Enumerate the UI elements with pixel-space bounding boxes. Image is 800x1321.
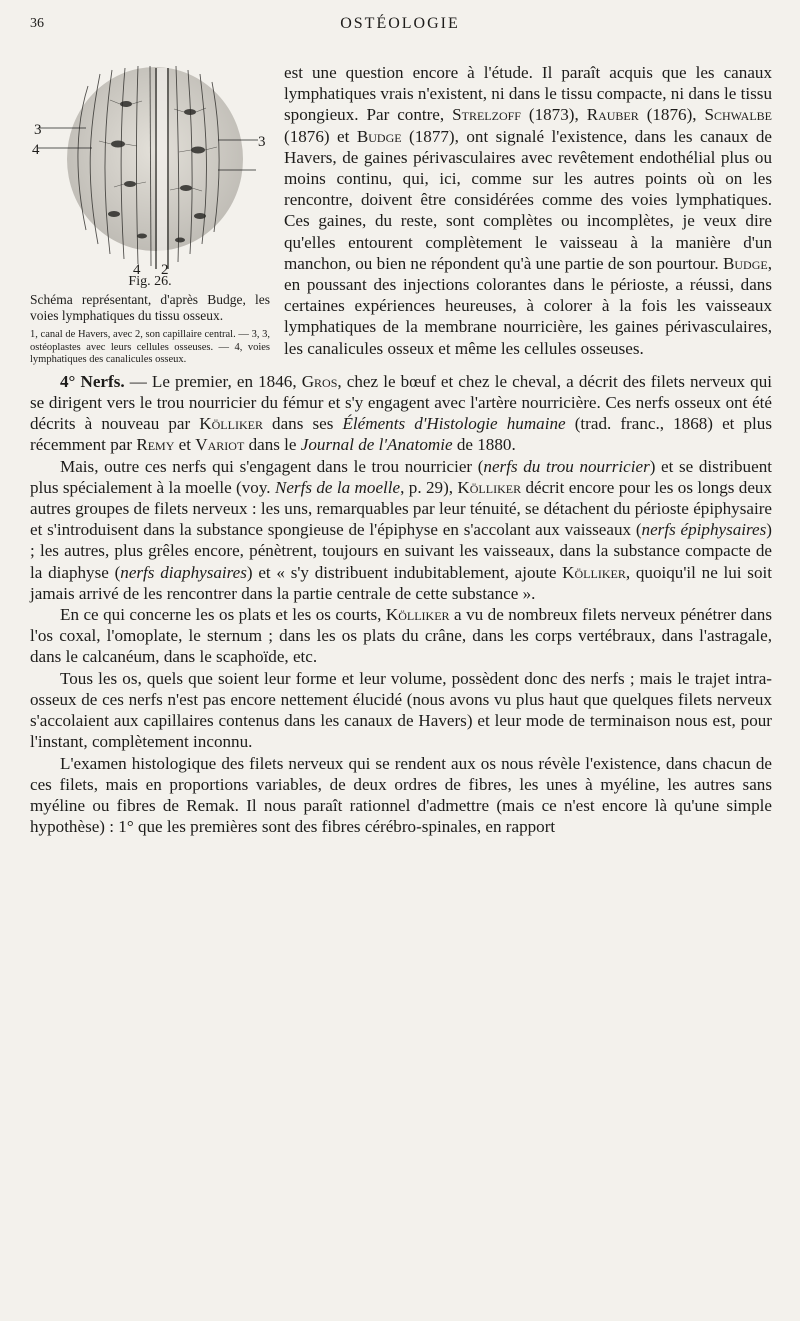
figure-caption: Schéma représentant, d'après Budge, les voies lymphatiques du tissu osseux. <box>30 292 270 323</box>
callout-3-right: 3 <box>258 134 266 150</box>
callout-3-left: 3 <box>34 122 42 138</box>
haversian-canal <box>157 68 167 268</box>
figure-legend: 1, canal de Havers, avec 2, son capillaire central. — 3, 3, ostéoplastes avec leurs cellules osseuses. — 4, voies lymphatiques des canalicules osseux. <box>30 329 270 365</box>
callout-4-left: 4 <box>32 142 40 158</box>
paragraph-flat-bones: En ce qui concerne les os plats et les os courts, Kölliker a vu de nombreux filets nerveux pénétrer dans l'os coxal, l'omoplate, le sternum ; dans les os plats du crâne, dans les corps vertébraux, dans l'astragale, dans le calcanéum, dans le scaphoïde, etc. <box>30 605 772 667</box>
figure-label: Fig. 26. <box>128 274 172 289</box>
paragraph-all-bones: Tous les os, quels que soient leur forme et leur volume, possèdent donc des nerfs ; mais le trajet intra-osseux de ces nerfs n'est pas encore nettement élucidé (nous avons vu plus haut que quelques filets nerveux s'accolaient aux capillaires contenus dans les canaux de Havers) et leur mode de terminaison nous est, pour l'instant, complètement inconnu. <box>30 668 772 752</box>
callout-2-bottom: 2 <box>161 262 169 276</box>
figure-26 <box>30 64 270 367</box>
paragraph-nerve-groups: Mais, outre ces nerfs qui s'engagent dans le trou nourricier (nerfs du trou nourricier) et se distribuent plus spécialement à la moelle (voy. Nerfs de la moelle, p. 29), Kölliker décrit encore pour les os longs deux autres groupes de filets nerveux : les uns, remarquables par leur ténuité, se détachent du périoste épiphysaire et s'introduisent dans la substance spongieuse de l'épiphyse en s'accolant aux vaisseaux (nerfs épiphysaires) ; les autres, plus grêles encore, pénètrent, toujours en suivant les vaisseaux, dans la substance compacte de la diaphyse (nerfs diaphysaires) et « s'y distribuent indubitablement, ajoute Kölliker, quoiqu'il ne lui soit jamais arrivé de les rencontrer dans la partie centrale de cette substance ». <box>30 456 772 603</box>
paragraph-lymphatics: est une question encore à l'étude. Il paraît acquis que les canaux lymphatiques vrais n'existent, ni dans le tissu compacte, ni dans le tissu spongieux. Par contre, Strelzoff (1873), Rauber (1876), Schwalbe (1876) et Budge (1877), ont signalé l'existence, dans les canaux de Havers, de gaines périvasculaires avec revêtement endothélial plus ou moins continu, qui, ici, comme sur les autres points où on les rencontre, doivent être considérées comme des voies lymphatiques. Ces gaines, du reste, sont complètes ou incomplètes, je veux dire qu'elles entourent complètement le vaisseau à la manière d'un manchon, ou bien ne répondent qu'à une partie de son pourtour. Budge, en poussant des injections colorantes dans le périoste, a réussi, dans certaines expériences heureuses, à colorer à la fois les vaisseaux lymphatiques de la membrane nourricière, les gaines périvasculaires, les canalicules osseux et même les cellules osseuses. <box>284 63 772 358</box>
lymphatic-schema-illustration <box>30 64 270 276</box>
callout-4-bottom: 4 <box>133 262 141 276</box>
page-body <box>30 62 772 837</box>
page-number: 36 <box>30 16 44 31</box>
running-title: OSTÉOLOGIE <box>340 15 460 32</box>
paragraph-histology: L'examen histologique des filets nerveux qui se rendent aux os nous révèle l'existence, dans chacun de ces filets, mais en proportions variables, de deux ordres de fibres, les unes à myéline, les autres sans myéline ou fibres de Remak. Il nous paraît rationnel d'admettre (mais ce n'est encore là qu'une simple hypothèse) : 1° que les premières sont des fibres cérébro-spinales, en rapport <box>30 753 772 837</box>
section-heading-nerfs: 4° Nerfs. <box>60 371 125 391</box>
paragraph-nerves: 4° Nerfs. — Le premier, en 1846, Gros, chez le bœuf et chez le cheval, a décrit des filets nerveux qui se dirigent vers le trou nourricier du fémur et s'y engagent avec l'artère nourricière. Ces nerfs osseux ont été décrits à nouveau par Kölliker dans ses Éléments d'Histologie humaine (trad. franc., 1868) et plus récemment par Remy et Variot dans le Journal de l'Anatomie de 1880. <box>30 371 773 455</box>
